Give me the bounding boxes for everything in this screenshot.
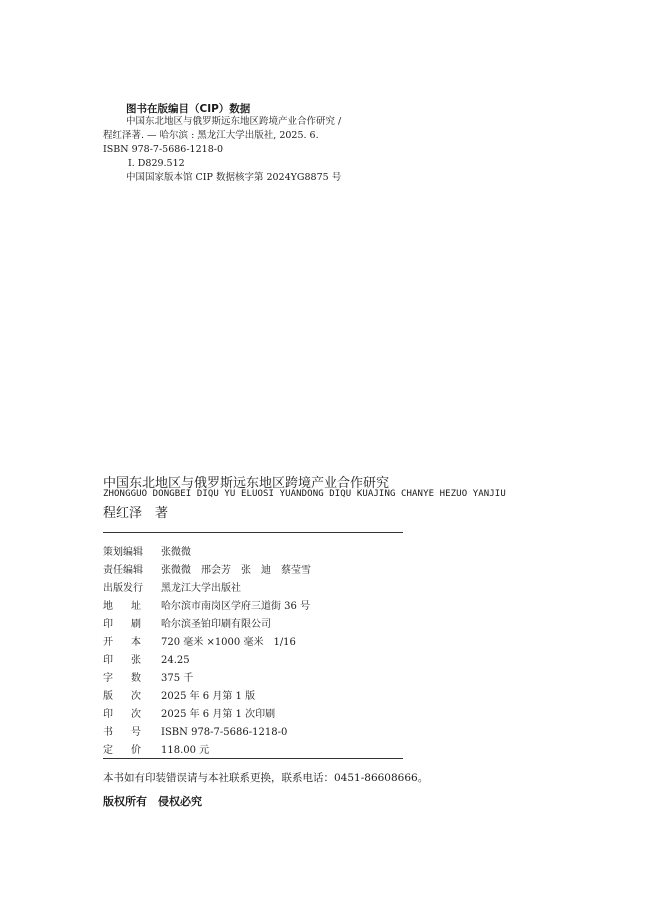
info-value: 张微微	[161, 547, 191, 558]
info-row	[103, 634, 311, 652]
info-label: 责任编辑	[103, 565, 143, 576]
info-value: 黑龙江大学出版社	[161, 583, 241, 594]
info-label	[103, 688, 141, 706]
info-label-char: 刷	[131, 619, 141, 630]
info-label	[103, 616, 141, 634]
info-label-char: 次	[131, 709, 141, 720]
info-row	[103, 616, 311, 634]
info-label	[103, 634, 141, 652]
book-author: 程红泽 著	[103, 506, 169, 521]
info-label-char: 版	[103, 691, 113, 702]
info-label	[103, 724, 141, 742]
cip-line-5: 中国国家版本馆 CIP 数据核字第 2024YG8875 号	[126, 172, 342, 183]
cip-line-2: 程红泽著. — 哈尔滨 : 黑龙江大学出版社, 2025. 6.	[103, 130, 319, 141]
info-value: 哈尔滨市南岗区学府三道街 36 号	[161, 601, 311, 612]
replacement-notice: 本书如有印装错误请与本社联系更换，联系电话：0451-86608666。	[103, 772, 429, 784]
info-value: 哈尔滨圣铂印刷有限公司	[161, 619, 271, 630]
info-label-char: 地	[103, 601, 113, 612]
info-label-char: 数	[131, 673, 141, 684]
cip-line-3: ISBN 978-7-5686-1218-0	[103, 144, 223, 155]
cip-title: 图书在版编目（CIP）数据	[126, 103, 251, 115]
info-row	[103, 652, 311, 670]
info-label-char: 次	[131, 691, 141, 702]
info-value: 375 千	[161, 673, 194, 684]
info-value: 720 毫米 ×1000 毫米 1/16	[161, 637, 296, 648]
book-title-pinyin: ZHONGGUO DONGBEI DIQU YU ELUOSI YUANDONG DIQU KUAJING CHANYE HEZUO YANJIU	[103, 489, 506, 499]
info-label	[103, 706, 141, 724]
info-label-char: 印	[103, 709, 113, 720]
info-row	[103, 724, 311, 742]
info-label-char: 印	[103, 619, 113, 630]
cip-line-1: 中国东北地区与俄罗斯远东地区跨境产业合作研究 /	[126, 116, 342, 127]
info-value: ISBN 978-7-5686-1218-0	[161, 727, 288, 738]
info-label-char: 定	[103, 745, 113, 756]
info-label-char: 价	[131, 745, 141, 756]
copyright-notice: 版权所有 侵权必究	[103, 795, 202, 808]
info-label-char: 开	[103, 637, 113, 648]
info-label-char: 张	[131, 655, 141, 666]
info-label	[103, 670, 141, 688]
info-row	[103, 562, 311, 580]
info-label: 出版发行	[103, 583, 143, 594]
info-value: 2025 年 6 月第 1 版	[161, 691, 256, 702]
cip-line-4: Ⅰ. D829.512	[128, 158, 185, 169]
info-label-char: 印	[103, 655, 113, 666]
info-label-char: 书	[103, 727, 113, 738]
info-label	[103, 652, 141, 670]
info-value: 张微微 邢会芳 张 迪 蔡莹雪	[161, 565, 311, 576]
info-row	[103, 598, 311, 616]
divider-top	[103, 532, 403, 533]
info-value: 2025 年 6 月第 1 次印刷	[161, 709, 276, 720]
info-row	[103, 670, 311, 688]
info-label-char: 址	[131, 601, 141, 612]
info-value: 118.00 元	[161, 745, 210, 756]
info-row	[103, 544, 311, 562]
divider-bottom	[103, 758, 403, 759]
info-label: 策划编辑	[103, 547, 143, 558]
info-row	[103, 706, 311, 724]
info-label-char: 本	[131, 637, 141, 648]
book-title: 中国东北地区与俄罗斯远东地区跨境产业合作研究	[103, 476, 390, 491]
info-row	[103, 580, 311, 598]
info-label-char: 号	[131, 727, 141, 738]
info-value: 24.25	[161, 655, 190, 666]
publication-info	[103, 544, 311, 760]
info-row	[103, 688, 311, 706]
info-label	[103, 598, 141, 616]
info-label-char: 字	[103, 673, 113, 684]
